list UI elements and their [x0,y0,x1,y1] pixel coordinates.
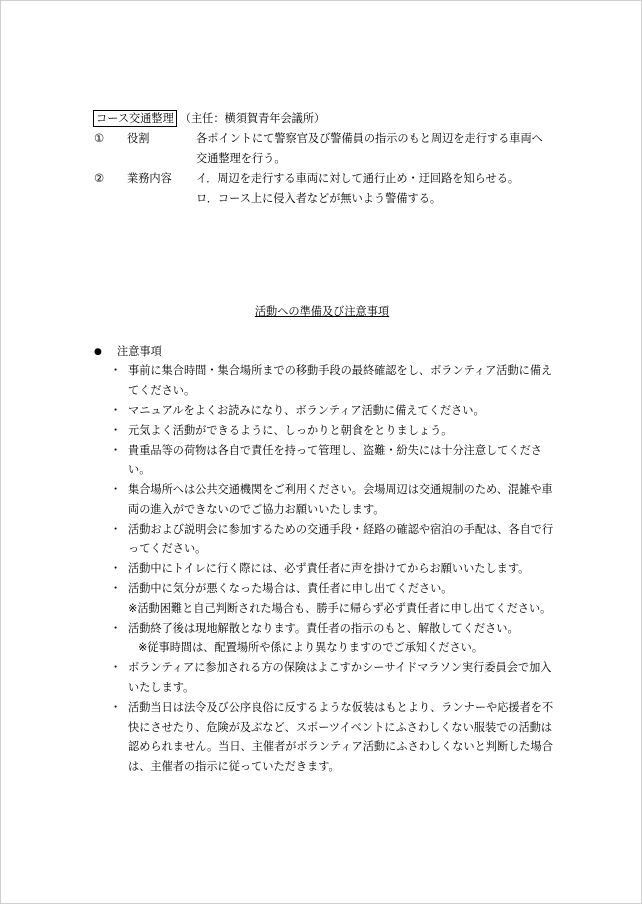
dot-icon: ・ [110,701,122,714]
list-item [110,559,555,579]
task-text-line: ロ．コース上に侵入者などが無いよう警備する。 [196,192,442,205]
list-item [110,619,555,658]
dot-icon: ・ [110,661,122,675]
task-label: 業務内容 [127,172,172,185]
list-item-text: 活動終了後は現地解散となります。責任者の指示のもと、解散してください。 [128,621,519,635]
task-number: ② [94,172,105,185]
dot-icon: ・ [110,364,122,377]
section-header-title: コース交通整理 [93,110,177,127]
role-text-line: 交通整理を行う。 [196,152,286,165]
list-item-text: マニュアルをよくお読みになり、ボランティア活動に備えてください。 [128,403,485,417]
role-number: ① [94,132,105,145]
dot-icon: ・ [110,522,122,536]
dot-icon: ・ [110,423,122,437]
list-item-text: 貴重品等の荷物は各自で責任を持って管理し、盗難・紛失には十分注意してください。 [128,443,542,477]
task-text-line: イ．周辺を走行する車両に対して通行止め・迂回路を知らせる。 [196,172,520,185]
list-item [110,361,555,400]
dot-icon: ・ [110,443,122,457]
list-item-note: ※活動困難と自己判断された場合も、勝手に帰らず必ず責任者に申し出てください。 [128,601,552,615]
list-item [110,658,555,697]
list-item-text: 活動中に気分が悪くなった場合は、責任者に申し出てください。 [128,582,453,596]
list-item-text: 活動中にトイレに行く際には、必ず責任者に声を掛けてからお願いいたします。 [128,562,530,576]
list-item-text: 元気よく活動ができるように、しっかりと朝食をとりましょう。 [128,423,453,437]
dot-icon: ・ [110,621,122,635]
list-item [110,421,555,441]
dot-icon: ・ [110,483,122,497]
role-label: 役割 [127,132,150,145]
bullet-icon: ● [94,347,102,357]
section-header [93,110,325,127]
list-item-note: ※従事時間は、配置場所や係により異なりますのでご承知ください。 [138,641,484,655]
section-title: 活動への準備及び注意事項 [254,305,390,318]
list-item [110,520,555,559]
dot-icon: ・ [110,562,122,576]
list-item [110,579,555,618]
list-item-text: ボランティアに参加される方の保険はよこすかシーサイドマラソン実行委員会で加入いたします。 [128,661,552,695]
list-item [110,441,555,480]
notes-heading: 注意事項 [117,345,162,358]
list-item [110,698,555,776]
dot-icon: ・ [110,403,122,417]
notes-list [110,361,555,777]
list-item [110,401,555,421]
list-item-text: 集合場所へは公共交通機関をご利用ください。会場周辺は交通規制のため、混雑や車両の進入ができないのでご協力お願いいたします。 [128,483,553,516]
list-item-text: 活動および説明会に参加するための交通手段・経路の確認や宿泊の手配は、各自で行ってください。 [128,522,554,556]
dot-icon: ・ [110,582,122,596]
list-item-text: 活動当日は法令及び公序良俗に反するような仮装はもとより、ランナーや応援者を不快にさせたり、危険が及ぶなど、スポーツイベントにふさわしくない服装での活動は認められません。当日、主催者がボランティア活動にふさわしくないと判断した場合は、主催者の指示に従っていただきます。 [128,701,554,773]
section-header-subtitle: （主任：横須賀青年会議所） [179,112,326,125]
role-text-line: 各ポイントにて警察官及び警備員の指示のもと周辺を走行する車両へ [196,132,543,145]
list-item-text: 事前に集合時間・集合場所までの移動手段の最終確認をし、ボランティア活動に備えてください。 [128,364,553,397]
list-item [110,480,555,519]
